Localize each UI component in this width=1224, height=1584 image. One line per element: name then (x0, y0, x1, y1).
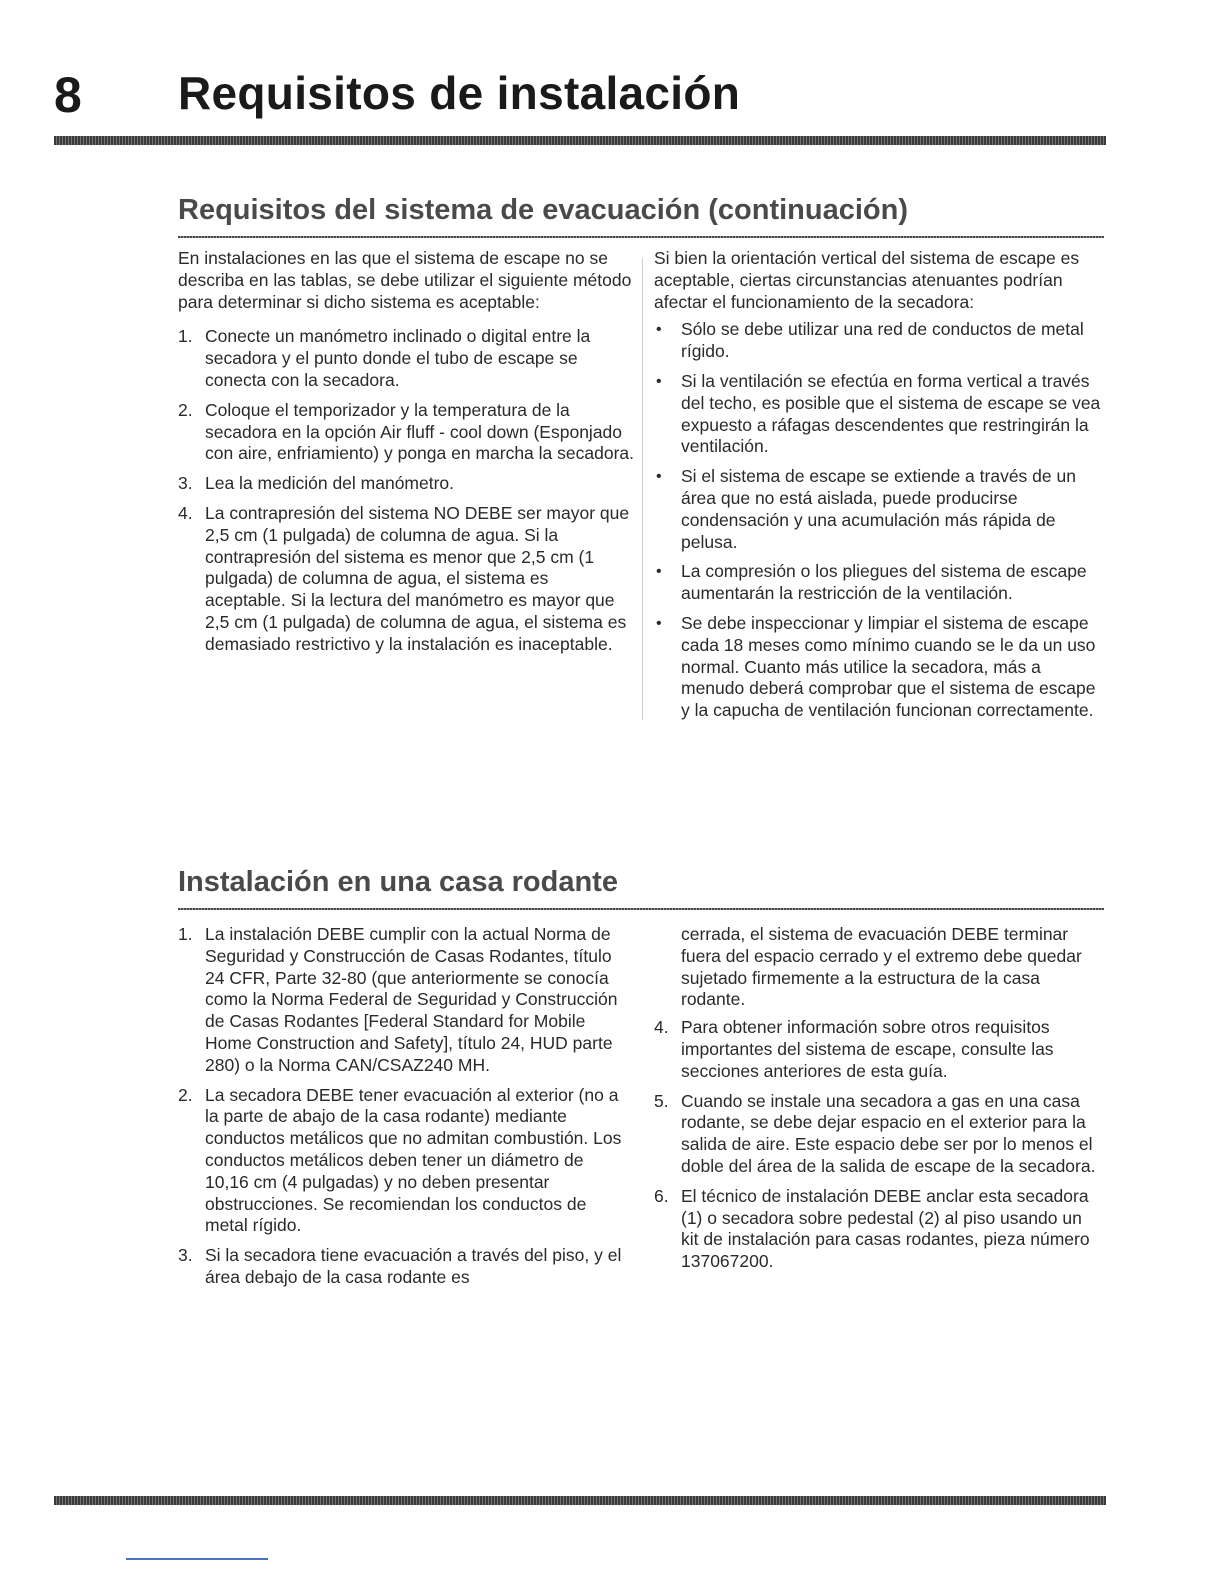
list-item: 4. Para obtener información sobre otros requisitos importantes del sistema de escape, consulte las secciones anteriores de esta guía. (654, 1017, 1054, 1081)
list-item: • Si la ventilación se efectúa en forma vertical a través del techo, es posible que el sistema de escape se vea expuesto a ráfagas descendentes que restringirán la ventilación. (656, 370, 1101, 457)
footer-rule (54, 1496, 1106, 1505)
list-item: • Si el sistema de escape se extiende a través de un área que no está aislada, puede producirse condensación y una acumulación más rápida de pelusa. (656, 466, 1076, 552)
mobile-right-column (654, 924, 1104, 1281)
footer-accent-line (126, 1558, 268, 1560)
list-item: 1. La instalación DEBE cumplir con la actual Norma de Seguridad y Construcción de Casas Rodantes, título 24 CFR, Parte 32-80 (que anteriormente se conocía como la Norma Federal de Seguridad y Construcción de Casas Rodantes [Federal Standard for Mobile Home Construction and Safety], título 24, HUD parte 280) o la Norma CAN/CSAZ240 MH. (178, 924, 618, 1075)
exhaust-left-column (178, 248, 634, 664)
vertical-bullets (654, 319, 1104, 722)
step3-continuation: cerrada, el sistema de evacuación DEBE terminar fuera del espacio cerrado y el extremo debe quedar sujetado firmemente a la estructura de la casa rodante. (681, 924, 1082, 1010)
list-item: 5. Cuando se instale una secadora a gas en una casa rodante, se debe dejar espacio en el exterior para la salida de aire. Este espacio debe ser por lo menos el doble del área de la salida de escape de la secadora. (654, 1090, 1096, 1176)
mobile-steps-left (178, 924, 630, 1289)
header-rule (54, 136, 1106, 145)
list-item: 3. Si la secadora tiene evacuación a través del piso, y el área debajo de la casa rodante es (178, 1245, 622, 1287)
section-rule-mobile-home (178, 908, 1104, 910)
section-title-mobile-home: Instalación en una casa rodante (178, 866, 618, 898)
list-item: 1. Conecte un manómetro inclinado o digital entre la secadora y el punto donde el tubo de escape se conecta con la secadora. (178, 326, 591, 390)
list-item: 2. Coloque el temporizador y la temperatura de la secadora en la opción Air fluff - cool down (Esponjado con aire, enfriamiento) y ponga en marcha la secadora. (178, 399, 634, 464)
list-item: 4. La contrapresión del sistema NO DEBE ser mayor que 2,5 cm (1 pulgada) de columna de agua. Si la contrapresión del sistema es menor que 2,5 cm (1 pulgada) de columna de agua, el sistema es aceptable. Si la lectura del manómetro es mayor que 2,5 cm (1 pulgada) de columna de agua, el sistema es demasiado restrictivo y la instalación es inaceptable. (178, 502, 630, 654)
section-rule-exhaust (178, 236, 1104, 238)
mobile-steps-right (654, 1017, 1104, 1273)
vertical-intro: Si bien la orientación vertical del sistema de escape es aceptable, ciertas circunstancias atenuantes podrían afectar el funcionamiento de la secadora: (654, 248, 1080, 312)
exhaust-right-column (654, 248, 1104, 730)
page-title: Requisitos de instalación (178, 67, 741, 119)
list-item: 6. El técnico de instalación DEBE anclar esta secadora (1) o secadora sobre pedestal (2) al piso usando un kit de instalación para casas rodantes, pieza número 137067200. (654, 1185, 1090, 1272)
exhaust-steps (178, 326, 634, 655)
list-item: • La compresión o los pliegues del sistema de escape aumentarán la restricción de la ventilación. (656, 561, 1087, 604)
mobile-left-column (178, 924, 630, 1297)
list-item: • Se debe inspeccionar y limpiar el sistema de escape cada 18 meses como mínimo cuando se le da un uso normal. Cuanto más utilice la secadora, más a menudo deberá comprobar que el sistema de escape y la capucha de ventilación funcionan correctamente. (656, 612, 1096, 721)
column-divider (642, 258, 643, 720)
list-item: • Sólo se debe utilizar una red de conductos de metal rígido. (656, 319, 1084, 362)
page-number: 8 (54, 67, 82, 123)
list-item: 2. La secadora DEBE tener evacuación al exterior (no a la parte de abajo de la casa rodante) mediante conductos metálicos que no admitan combustión. Los conductos metálicos deben tener un diámetro de 10,16 cm (4 pulgadas) y no deben presentar obstrucciones. Se recomiendan los conductos de metal rígido. (178, 1084, 622, 1236)
list-item: 3. Lea la medición del manómetro. (178, 473, 455, 494)
section-title-exhaust: Requisitos del sistema de evacuación (continuación) (178, 194, 909, 226)
exhaust-intro: En instalaciones en las que el sistema de escape no se describa en las tablas, se debe utilizar el siguiente método para determinar si dicho sistema es aceptable: (178, 248, 632, 312)
